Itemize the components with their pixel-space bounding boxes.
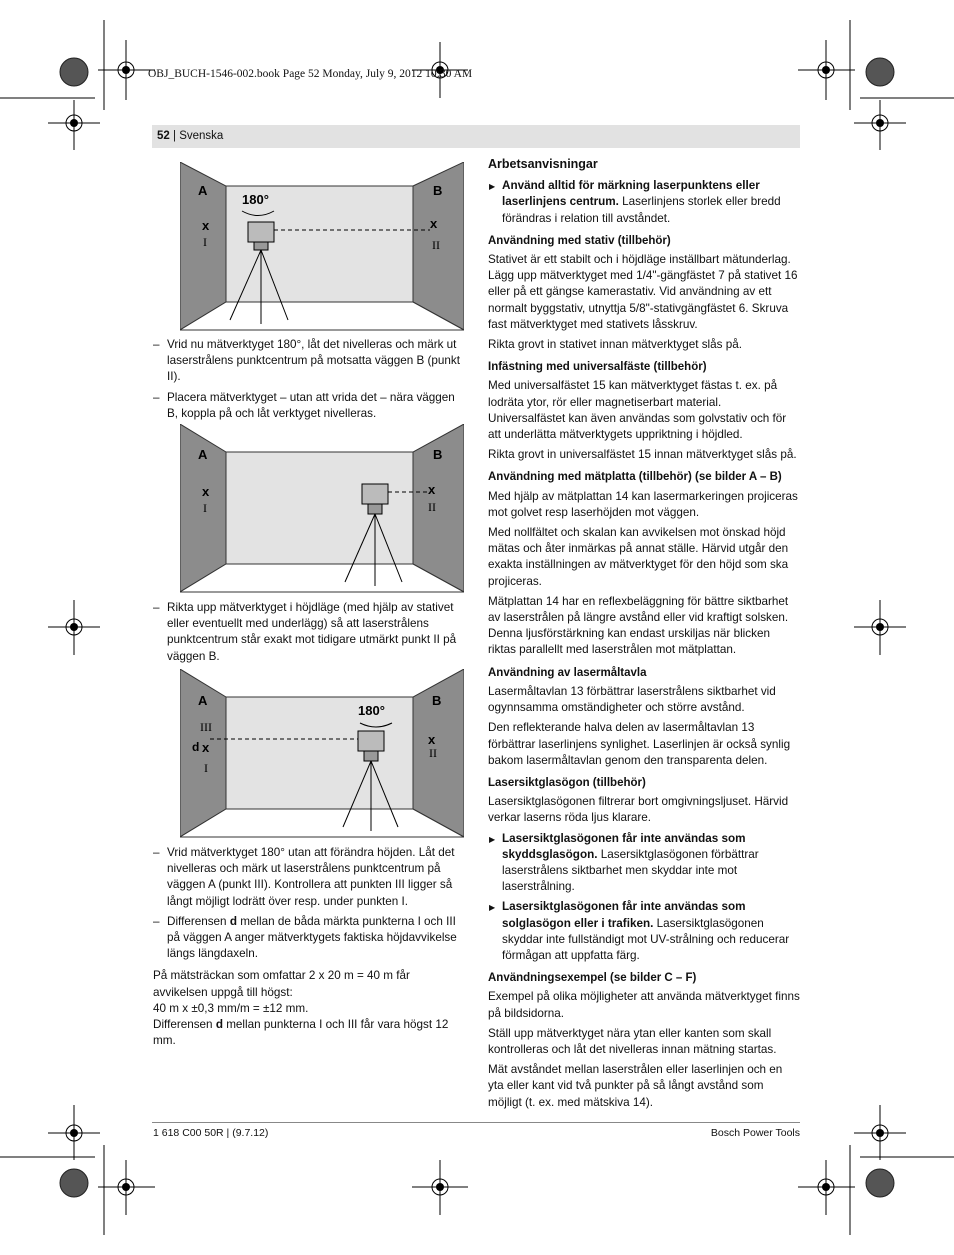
wall-b-label: B	[432, 693, 442, 708]
para-matplatta-3: Mätplattan 14 har en reflexbeläggning för bättre siktbarhet av laserstrålen på längre avstånd eller vid kraftigt solsken. Denna ljusförstärkning kan endast urskiljas när blicken riktas parallellt med laserstrålen mot mätplattan.	[488, 594, 789, 657]
wall-b-label: B	[433, 183, 443, 198]
header-section: Svenska	[179, 130, 224, 142]
para-examples-1: Exempel på olika möjligheter att använda mätverktyget finns på bildsidorna.	[488, 990, 800, 1020]
header-separator: |	[169, 130, 180, 142]
para-universal-2: Rikta grovt in universalfästet 15 innan mätverktyget slås på.	[488, 448, 797, 462]
instruction-difference: – Differensen d mellan de båda märkta punkterna I och III på väggen A anger mätverktygets faktiska höjdavvikelse längs längdaxeln.	[153, 914, 465, 963]
angle-label: 180°	[358, 703, 385, 718]
instruction-rotate-again: – Vrid mätverktyget 180° utan att förändra höjden. Låt det nivelleras och märk ut laserstrålens punktcentrum på väggen A (punkt III). Kontrollera att punkten III ligger så långt möjligt lodrätt över resp. under punkten I.	[153, 845, 465, 910]
tolerance-paragraph: På mätsträckan som omfattar 2 x 20 m = 40 m får avvikelsen uppgå till högst:	[153, 969, 410, 999]
heading-maltavla: Användning av lasermåltavla	[488, 666, 647, 679]
instruction-rotate: – Vrid nu mätverktyget 180°, låt det nivelleras och märk ut laserstrålens punktcentrum på motsatta väggen B (punkt II).	[153, 337, 465, 386]
wall-a-label: A	[198, 693, 208, 708]
heading-matplatta: Användning med mätplatta (tillbehör) (se bilder A – B)	[488, 471, 782, 484]
mark-x-icon: x	[202, 218, 210, 233]
point-iii-label: III	[200, 720, 212, 734]
warning-sunglasses: ▶ Lasersiktglasögonen får inte användas som solglasögon eller i trafiken. Lasersiktglasögonen skyddar inte fullständigt mot UV-strålning och reducerar förmågan att uppfatta färg.	[488, 899, 800, 964]
para-stativ: Stativet är ett stabilt och i höjdläge inställbart mätunderlag. Lägg upp mätverktyget med 1/4"-gängfästet 7 på stativet 16 eller på ett gängse kamerastativ. Vid användning av ett normalt byggstativ, utnyttja 5/8"-stativgängfästet 6. Skruva fast mätverktyget med stativets låsskruv.	[488, 253, 798, 331]
para-maltavla-2: Den reflekterande halva delen av lasermåltavlan 13 förbättrar laserlinjens synlighet. Laserlinjen är också synlig bakom lasermåltavlan genom den transparenta delen.	[488, 721, 791, 767]
mark-x-icon: x	[202, 484, 210, 499]
right-column	[488, 156, 800, 1115]
tolerance-formula: 40 m x ±0,3 mm/m = ±12 mm.	[153, 1001, 309, 1015]
warning-safety-glasses: ▶ Lasersiktglasögonen får inte användas som skyddsglasögon. Lasersiktglasögonen förbättrar laserstrålens siktbarhet men skyddar inte mot laserstrålning.	[488, 831, 800, 896]
wall-b-label: B	[433, 447, 443, 462]
point-i-label: I	[203, 235, 207, 249]
mark-x-icon: x	[428, 732, 436, 747]
mark-x-icon: x	[430, 216, 438, 231]
page-header	[152, 125, 800, 148]
tolerance-limit: Differensen d mellan punkterna I och III får vara högst 12 mm.	[153, 1018, 449, 1048]
heading-examples: Användningsexempel (se bilder C – F)	[488, 972, 697, 985]
footer-brand: Bosch Power Tools	[710, 1127, 800, 1139]
section-title: Arbetsanvisningar	[488, 157, 598, 171]
para-matplatta-1: Med hjälp av mätplattan 14 kan lasermarkeringen projiceras mot golvet resp laserhöjden mot väggen.	[488, 489, 798, 519]
para-stativ-2: Rikta grovt in stativet innan mätverktyget slås på.	[488, 338, 742, 352]
wall-a-label: A	[198, 447, 208, 462]
angle-label: 180°	[242, 192, 269, 207]
para-universal: Med universalfästet 15 kan mätverktyget fästas t. ex. på lodräta ytor, rör eller magnetiserbart material. Universalfästet kan även användas som golvstativ och för att underlätta mätverktygets uppriktning i höjdled.	[488, 379, 787, 442]
para-examples-2: Ställ upp mätverktyget nära ytan eller kanten som skall kontrolleras och låt det nivelleras innan mätning startas.	[488, 1026, 777, 1056]
figure-1	[180, 162, 464, 332]
para-glasogon: Lasersiktglasögonen filtrerar bort omgivningsljuset. Härvid verkar laserns röda ljus klarare.	[488, 795, 789, 825]
heading-universal: Infästning med universalfäste (tillbehör)	[488, 361, 707, 374]
note-centre: ▶ Använd alltid för märkning laserpunktens eller laserlinjens centrum. Laserlinjens storlek eller bredd förändras i relation till avståndet.	[488, 178, 800, 227]
instruction-place-near-b: – Placera mätverktyget – utan att vrida det – nära väggen B, koppla på och låt verktyget nivelleras.	[153, 390, 465, 422]
wall-a-label: A	[198, 183, 208, 198]
left-text-block-2	[153, 600, 465, 669]
mark-x-icon: x	[428, 482, 436, 497]
mark-x-icon: x	[202, 740, 210, 755]
figure-2	[180, 424, 464, 594]
left-text-block-1	[153, 337, 465, 426]
slug-line: OBJ_BUCH-1546-002.book Page 52 Monday, July 9, 2012 10:30 AM	[148, 68, 473, 80]
footer-doc-number: 1 618 C00 50R | (9.7.12)	[153, 1127, 269, 1139]
point-ii-label: II	[432, 238, 440, 252]
para-maltavla-1: Lasermåltavlan 13 förbättrar laserstrålens siktbarhet vid ogynnsamma omständigheter och större avstånd.	[488, 684, 776, 715]
point-i-label: I	[204, 761, 208, 775]
heading-stativ: Användning med stativ (tillbehör)	[488, 234, 671, 247]
page-number: 52	[157, 130, 170, 142]
d-label: d	[192, 740, 200, 754]
para-examples-3: Mät avståndet mellan laserstrålen eller laserlinjen och en yta eller kant vid två punkter på så långt avstånd som möjligt (t. ex. med mätskiva 14).	[488, 1063, 783, 1109]
para-matplatta-2: Med nollfältet och skalan kan avvikelsen mot önskad höjd mätas och åter inmärkas på annat ställe. Härvid utgår den exakta inställningen av mätverktyget för den höjd som ska projiceras.	[488, 526, 789, 588]
left-text-block-3	[153, 845, 465, 1053]
instruction-align-height: – Rikta upp mätverktyget i höjdläge (med hjälp av stativet eller eventuellt med underlägg) så att laserstrålens punktcentrum står exakt mot tidigare utmärkt punkt II på väggen B.	[153, 600, 465, 665]
point-i-label: I	[203, 501, 207, 515]
figure-3	[180, 669, 464, 839]
point-ii-label: II	[428, 500, 436, 514]
footer-rule	[152, 1122, 800, 1123]
heading-glasogon: Lasersiktglasögon (tillbehör)	[488, 776, 646, 789]
point-ii-label: II	[429, 746, 437, 760]
